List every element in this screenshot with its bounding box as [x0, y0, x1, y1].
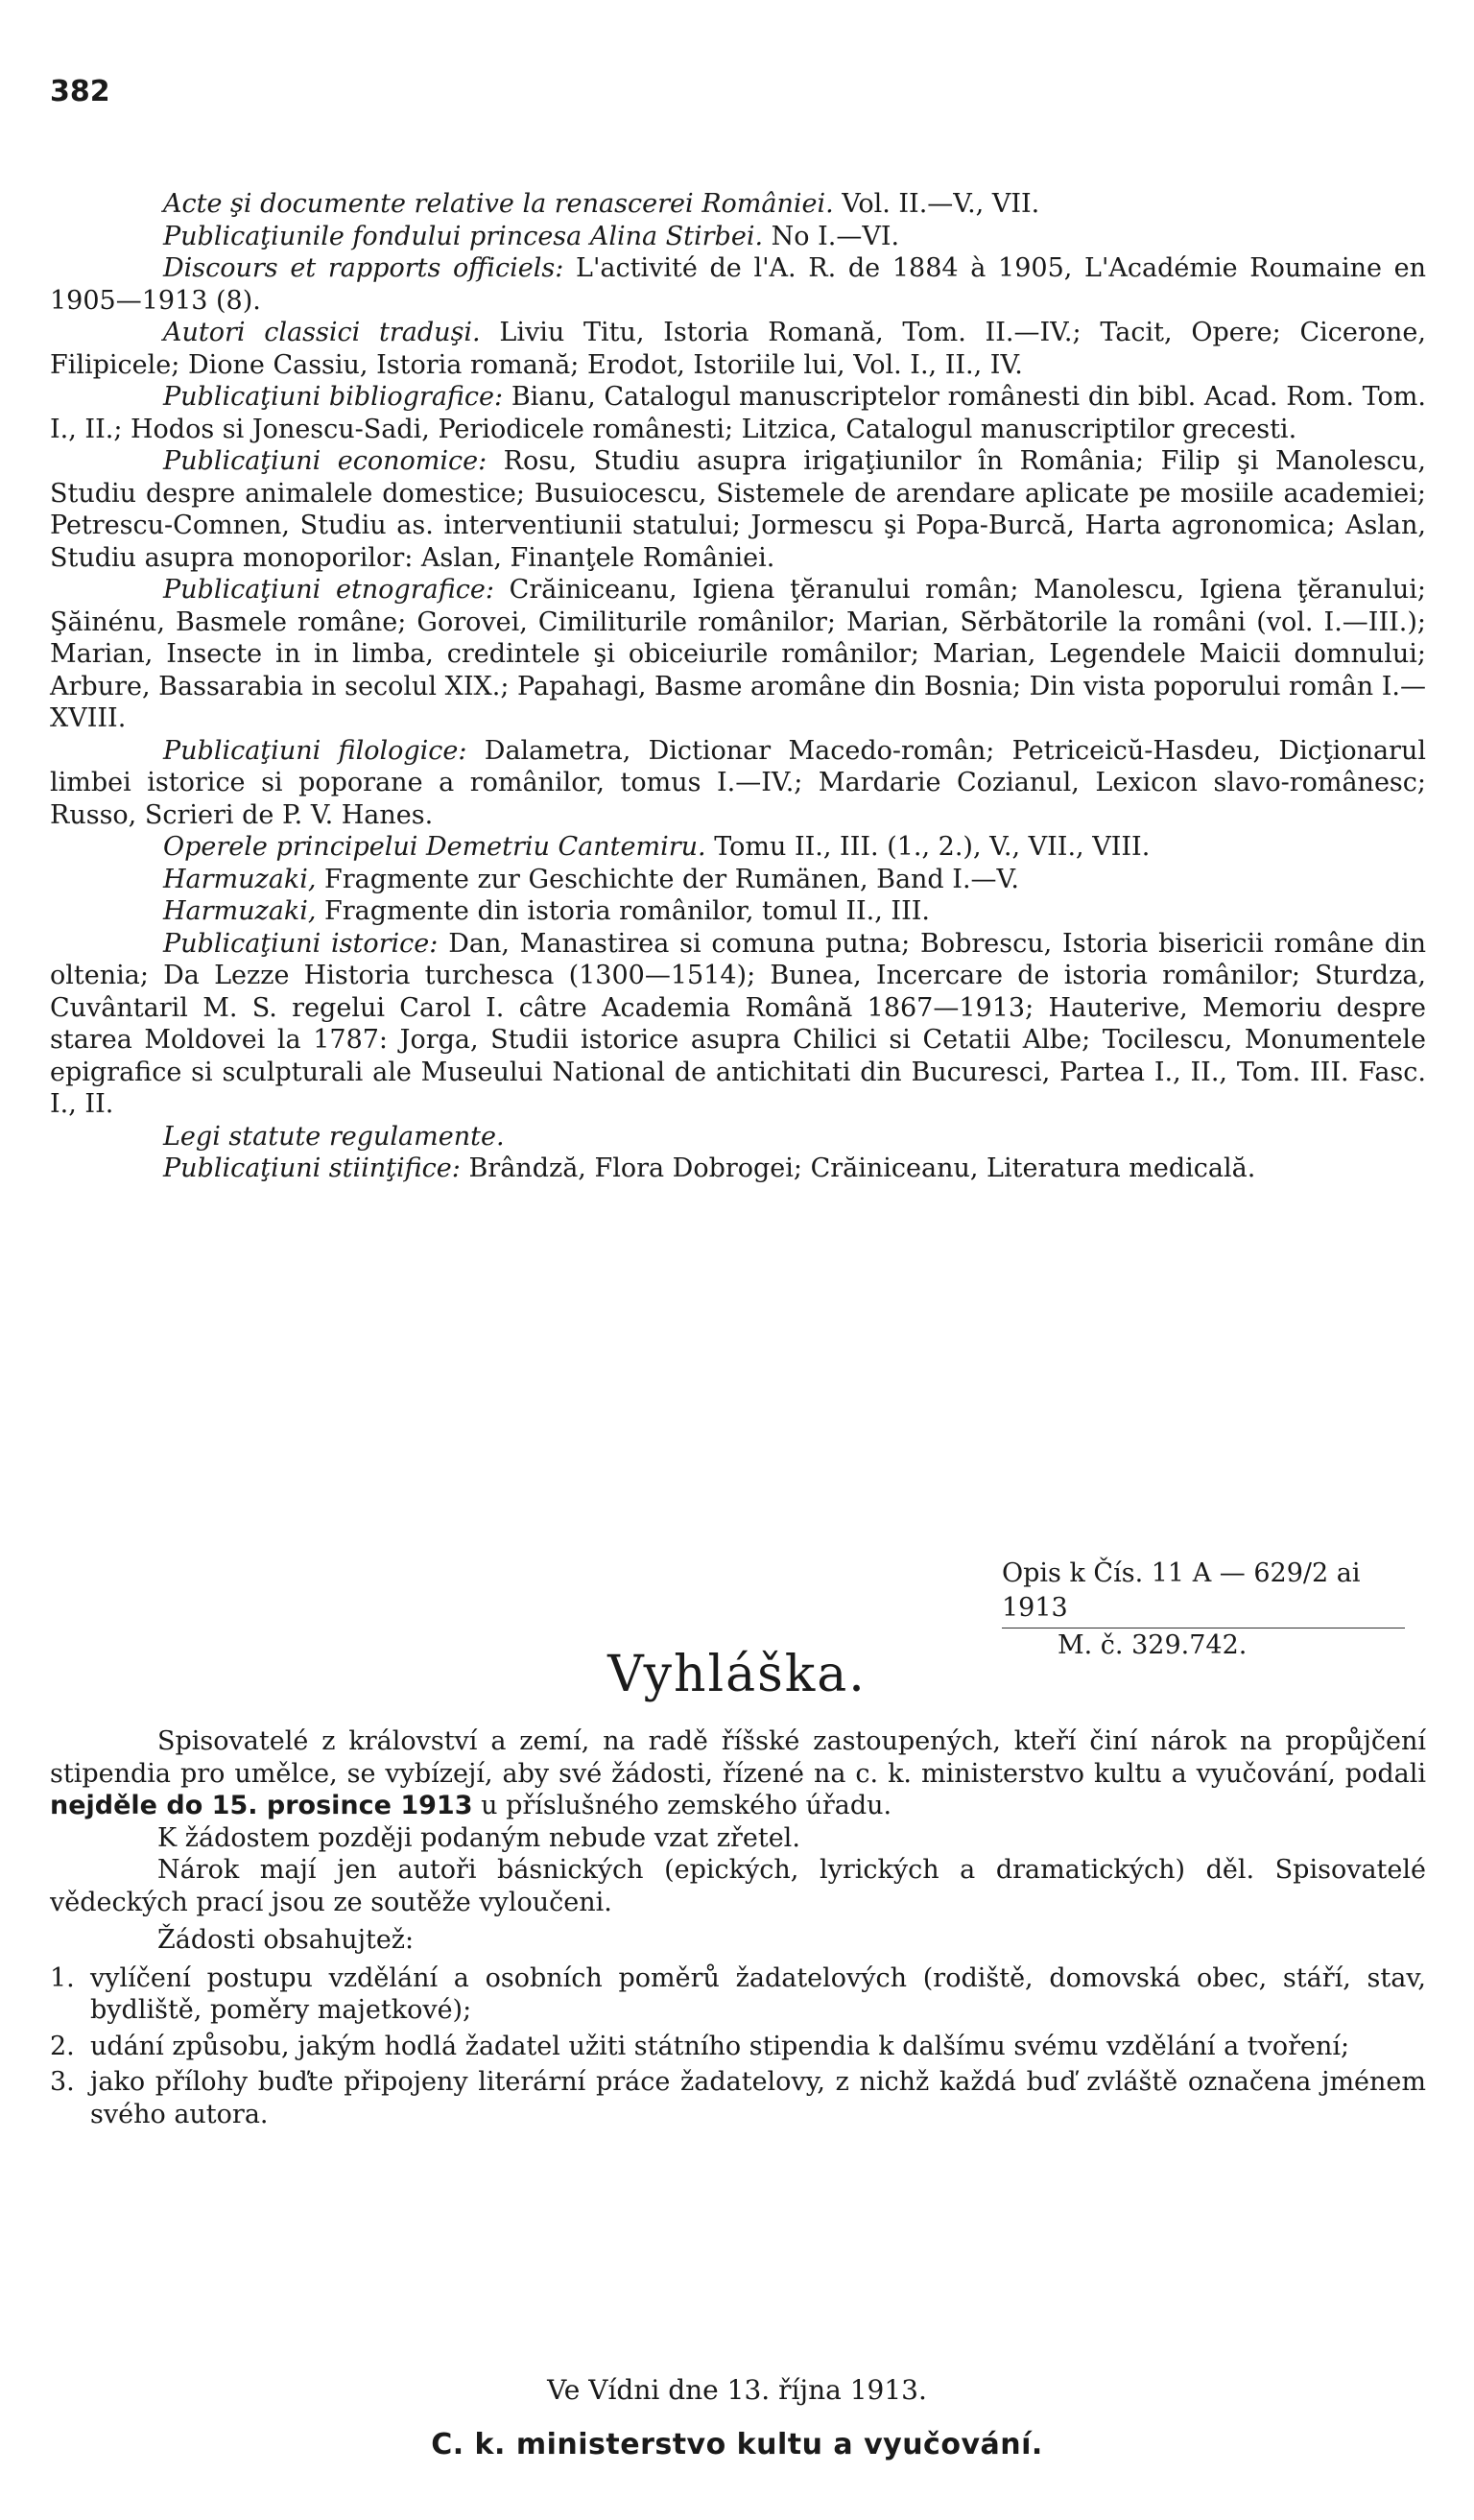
reference-line-2: M. č. 329.742.: [1058, 1630, 1248, 1660]
entry-title: Acte şi documente relative la renascerei României.: [163, 189, 834, 219]
deadline-date: nejděle do 15. prosince 1913: [50, 1791, 473, 1820]
entry-title: Publicaţiuni istorice:: [163, 928, 439, 959]
entry-cantemiru: [50, 831, 1426, 864]
announcement-paragraph-1: [50, 1725, 1426, 1822]
requirements-list: [50, 1962, 1426, 2131]
paragraph-text: u příslušného zemského úřadu.: [472, 1791, 892, 1820]
entry-title: Publicaţiuni economice:: [163, 446, 487, 476]
entry-title: Harmuzaki,: [163, 864, 317, 894]
entry-text: Brândză, Flora Dobrogei; Crăiniceanu, Literatura medicală.: [460, 1153, 1256, 1183]
announcement-paragraph-3: Nárok mají jen autoři básnických (epických, lyrických a dramatických) děl. Spisovatelé vědeckých prací jsou ze soutěže vyloučeni.: [50, 1855, 1426, 1917]
romanian-publications-list: [50, 188, 1426, 1185]
entry-title: Publicaţiuni bibliografice:: [163, 382, 504, 412]
entry-title: Publicaţiuni etnografice:: [163, 575, 494, 605]
entry-text: Crăiniceanu, Igiena ţĕranului român; Manolescu, Igiena ţĕranului; Şăinénu, Basmele române; Gorovei, Cimiliturile românilor; Marian, Sĕrbătorile la români (vol. I.—III.); Marian, Insecte in in limba, credintele şi obiceiurile românilor; Marian, Legendele Maicii domnului; Arbure, Bassarabia in secolul XIX.; Papahagi, Basme aromâne din Bosnia; Din vista poporului român I.—XVIII.: [50, 575, 1426, 733]
list-item-text: jako přílohy buďte připojeny literární práce žadatelovy, z nichž každá buď zvláště označena jménem svého autora.: [90, 2067, 1426, 2129]
entry-filologice: [50, 735, 1426, 832]
entry-title: Autori classici traduşi.: [163, 318, 481, 347]
entry-economice: [50, 445, 1426, 574]
list-item: [50, 2031, 1426, 2063]
entry-text: Vol. II.—V., VII.: [833, 189, 1040, 219]
entry-text: Bianu, Catalogul manuscriptelor românesti din bibl. Acad. Rom. Tom. I., II.; Hodos si Jonescu-Sadi, Periodicele românesti; Litzica, Catalogul manuscriptilor grecesti.: [50, 382, 1426, 444]
entry-text: Rosu, Studiu asupra irigaţiunilor în România; Filip şi Manolescu, Studiu despre animalele domestice; Busuiocescu, Sistemele de arendare aplicate pe mosiile academiei; Petrescu-Comnen, Studiu as. interventiunii statului; Jormescu şi Popa-Burcă, Harta agronomica; Aslan, Studiu asupra monoporilor: Aslan, Finanţele României.: [50, 446, 1426, 573]
announcement-body: [50, 1725, 1426, 2134]
list-item: [50, 1962, 1426, 2027]
announcement-paragraph-2: K žádostem později podaným nebude vzat zřetel.: [157, 1822, 800, 1853]
paragraph-text: Spisovatelé z království a zemí, na radě říšské zastoupených, kteří činí nárok na propůjčení stipendia pro umělce, se vybízejí, aby své žádosti, řízené na c. k. ministerstvo kultu a vyučování, podali: [50, 1726, 1426, 1789]
entry-title: Operele principelui Demetriu Cantemiru.: [163, 832, 706, 862]
entry-istorice: [50, 928, 1426, 1121]
entry-legi: [50, 1121, 1426, 1153]
entry-text: Liviu Titu, Istoria Romană, Tom. II.—IV.; Tacit, Opere; Cicerone, Filipicele; Dione Cassiu, Istoria romană; Erodot, Istoriile lui, Vol. I., II., IV.: [50, 318, 1426, 380]
entry-title: Publicaţiuni stiinţifice:: [163, 1153, 461, 1183]
entry-autori-classici: [50, 317, 1426, 381]
list-item-text: vylíčení postupu vzdělání a osobních poměrů žadatelových (rodiště, domovská obec, stáří, stav, bydliště, poměry majetkové);: [90, 1962, 1426, 2025]
entry-fondului: [50, 221, 1426, 253]
entry-text: Fragmente din istoria românilor, tomul II., III.: [316, 896, 931, 926]
entry-text: Dalametra, Dictionar Macedo-român; Petriceicŭ-Hasdeu, Dicţionarul limbei istorice si poporane a românilor, tomus I.—IV.; Mardarie Cozianul, Lexicon slavo-românesc; Russo, Scrieri de P. V. Hanes.: [50, 735, 1426, 830]
entry-etnografice: [50, 574, 1426, 735]
entry-text: Fragmente zur Geschichte der Rumänen, Band I.—V.: [316, 864, 1019, 894]
list-item-number: 3.: [50, 2067, 75, 2097]
list-item-number: 1.: [50, 1962, 75, 1993]
entry-title: Harmuzaki,: [163, 896, 317, 926]
entry-title: Legi statute regulamente.: [163, 1121, 505, 1152]
entry-text: L'activité de l'A. R. de 1884 à 1905, L'Académie Roumaine en 1905—1913 (8).: [50, 253, 1427, 316]
entry-harmuzaki-2: [50, 895, 1426, 928]
entry-title: Publicaţiuni filologice:: [163, 735, 467, 766]
issuer-signature: C. k. ministerstvo kultu a vyučování.: [431, 2428, 1043, 2461]
entry-acte: [50, 188, 1426, 221]
entry-title: Discours et rapports officiels:: [163, 253, 564, 283]
reference-line-1: Opis k Čís. 11 A — 629/2 ai 1913: [1002, 1557, 1405, 1628]
entry-bibliografice: [50, 381, 1426, 445]
entry-discours: [50, 252, 1426, 317]
entry-stiintifice: [50, 1153, 1426, 1185]
entry-harmuzaki-1: [50, 864, 1426, 896]
entry-text: Tomu II., III. (1., 2.), V., VII., VIII.: [705, 832, 1151, 862]
list-intro: Žádosti obsahujtež:: [157, 1925, 415, 1955]
entry-text: Dan, Manastirea si comuna putna; Bobrescu, Istoria bisericii române din oltenia; Da Lezze Historia turchesca (1300—1514); Bunea, Incercare de istoria românilor; Sturdza, Cuvântaril M. S. regelui Carol I. câtre Academia Română 1867—1913; Hauterive, Memoriu despre starea Moldovei la 1787: Jorga, Studii istorice asupra Chilici si Cetatii Albe; Tocilescu, Monumentele epigrafice si sculpturali ale Museului National de antichitati din Bucuresci, Partea I., II., Tom. III. Fasc. I., II.: [50, 928, 1426, 1119]
entry-title: Publicaţiunile fondului princesa Alina Stirbei.: [163, 221, 764, 251]
list-item-text: udání způsobu, jakým hodlá žadatel užiti státního stipendia k dalšímu svému vzdělání a tvoření;: [90, 2031, 1350, 2061]
page-number: 382: [50, 75, 110, 108]
entry-text: No I.—VI.: [763, 221, 900, 251]
list-item: [50, 2066, 1426, 2130]
list-item-number: 2.: [50, 2031, 75, 2061]
date-place-line: Ve Vídni dne 13. října 1913.: [547, 2374, 927, 2406]
announcement-title: Vyhláška.: [607, 1646, 867, 1703]
